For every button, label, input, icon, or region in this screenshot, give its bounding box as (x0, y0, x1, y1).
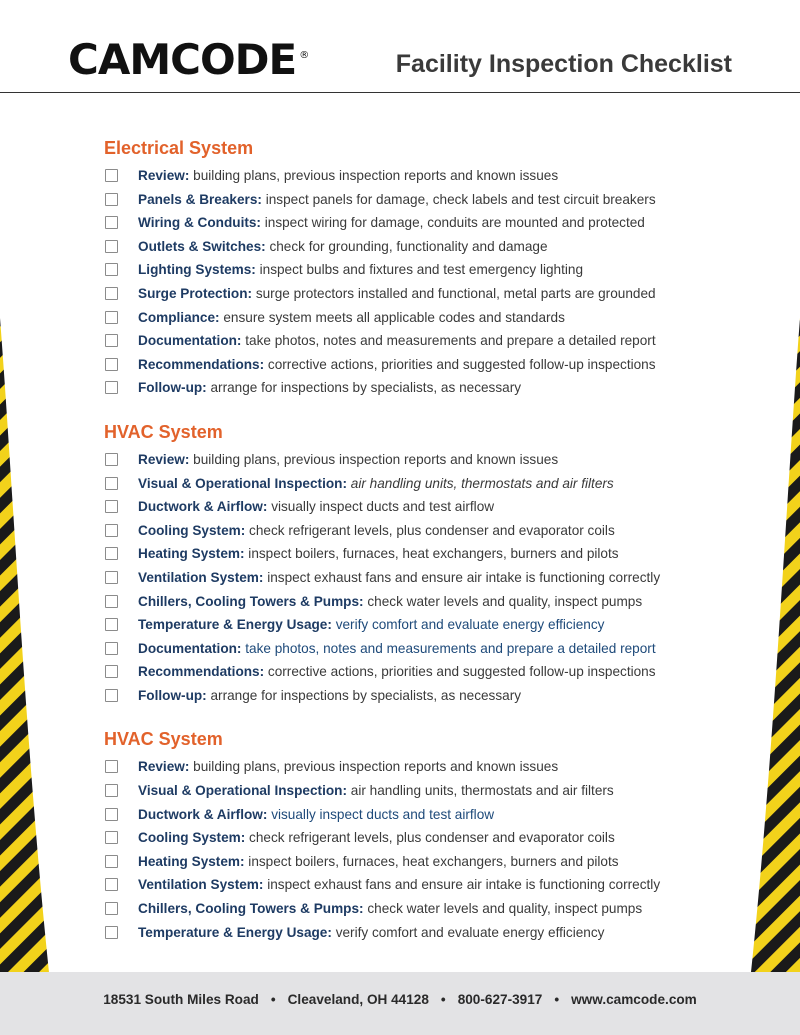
checklist-content (104, 136, 704, 944)
item-description: visually inspect ducts and test airflow (271, 806, 495, 822)
item-description: check refrigerant levels, plus condenser and evaporator coils (249, 522, 615, 538)
item-label: Recommendations: (138, 356, 265, 372)
item-description: corrective actions, priorities and suggested follow-up inspections (267, 356, 656, 372)
checklist-item (104, 660, 704, 684)
checklist-item (104, 306, 704, 330)
item-label: Visual & Operational Inspection: (138, 475, 347, 491)
checklist-item (104, 329, 704, 353)
separator: • (554, 992, 560, 1007)
item-label: Temperature & Energy Usage: (138, 617, 332, 633)
registered-mark: ® (299, 50, 309, 61)
checkbox[interactable] (105, 311, 118, 324)
checklist-item (104, 235, 704, 259)
item-label: Ventilation System: (138, 569, 264, 585)
item-label: Recommendations: (138, 664, 265, 680)
contact-line (0, 992, 800, 1007)
item-label: Heating System: (138, 853, 245, 869)
item-label: Surge Protection: (138, 285, 253, 301)
item-description: inspect bulbs and fixtures and test emergency lighting (259, 262, 584, 278)
checkbox[interactable] (105, 760, 118, 773)
item-label: Ductwork & Airflow: (138, 499, 268, 515)
item-description: check for grounding, functionality and damage (269, 238, 548, 254)
item-label: Documentation: (138, 333, 242, 349)
checklist (104, 755, 704, 944)
checklist-item (104, 637, 704, 661)
page-footer (0, 972, 800, 1035)
footer-address: 18531 South Miles Road (103, 992, 259, 1007)
separator: • (270, 992, 276, 1007)
checkbox[interactable] (105, 571, 118, 584)
checklist-item (104, 779, 704, 803)
checklist-item (104, 258, 704, 282)
item-label: Visual & Operational Inspection: (138, 783, 347, 799)
section-electrical-system (104, 136, 704, 400)
item-description: corrective actions, priorities and suggested follow-up inspections (267, 664, 656, 680)
footer-phone: 800-627-3917 (457, 992, 543, 1007)
checkbox[interactable] (105, 689, 118, 702)
item-label: Outlets & Switches: (138, 238, 266, 254)
item-description: verify comfort and evaluate energy efficiency (335, 924, 605, 940)
item-label: Lighting Systems: (138, 262, 256, 278)
item-description: inspect exhaust fans and ensure air intake is functioning correctly (267, 569, 661, 585)
item-label: Chillers, Cooling Towers & Pumps: (138, 901, 364, 917)
item-label: Review: (138, 168, 190, 183)
footer-website[interactable]: www.camcode.com (571, 992, 697, 1007)
checklist-item (104, 376, 704, 400)
checklist-item (104, 211, 704, 235)
checkbox[interactable] (105, 216, 118, 229)
checklist-item (104, 448, 704, 472)
checkbox[interactable] (105, 524, 118, 537)
checkbox[interactable] (105, 500, 118, 513)
section-title: HVAC System (104, 421, 223, 442)
checklist-item (104, 542, 704, 566)
checklist-item (104, 873, 704, 897)
item-description: check water levels and quality, inspect pumps (367, 901, 643, 917)
checklist-item (104, 921, 704, 945)
checklist-item (104, 684, 704, 708)
checkbox[interactable] (105, 808, 118, 821)
checklist-item (104, 164, 704, 188)
item-description: inspect boilers, furnaces, heat exchangers, burners and pilots (248, 853, 619, 869)
checkbox[interactable] (105, 358, 118, 371)
item-label: Review: (138, 451, 190, 467)
item-description: arrange for inspections by specialists, as necessary (210, 687, 522, 703)
item-label: Heating System: (138, 546, 245, 562)
item-label: Cooling System: (138, 522, 246, 538)
checkbox[interactable] (105, 595, 118, 608)
checklist-item (104, 472, 704, 496)
item-label: Temperature & Energy Usage: (138, 924, 332, 940)
footer-city: Cleaveland, OH 44128 (287, 992, 429, 1007)
item-label: Ductwork & Airflow: (138, 806, 268, 822)
checkbox[interactable] (105, 665, 118, 678)
checklist-item (104, 897, 704, 921)
checkbox[interactable] (105, 547, 118, 560)
left-hazard-stripe (0, 318, 56, 1035)
checkbox[interactable] (105, 287, 118, 300)
checkbox[interactable] (105, 240, 118, 253)
checklist-item (104, 353, 704, 377)
item-description: air handling units, thermostats and air filters (350, 475, 614, 491)
section-title: HVAC System (104, 729, 223, 750)
checklist-item (104, 755, 704, 779)
item-description: surge protectors installed and functional, metal parts are grounded (255, 285, 656, 301)
checklist-item (104, 850, 704, 874)
item-description: take photos, notes and measurements and prepare a detailed report (245, 640, 656, 656)
item-label: Wiring & Conduits: (138, 215, 261, 231)
item-label: Documentation: (138, 640, 242, 656)
item-label: Review: (138, 759, 190, 775)
item-description: verify comfort and evaluate energy efficiency (335, 617, 605, 633)
right-hazard-stripe (744, 318, 800, 1035)
checklist-item (104, 282, 704, 306)
section-hvac-system-2 (104, 727, 704, 944)
separator: • (440, 992, 446, 1007)
item-label: Cooling System: (138, 830, 246, 846)
item-label: Follow-up: (138, 380, 207, 396)
checkbox[interactable] (105, 381, 118, 394)
checklist-item (104, 803, 704, 827)
checkbox[interactable] (105, 926, 118, 939)
section-title: Electrical System (104, 138, 254, 158)
item-label: Follow-up: (138, 687, 207, 703)
checkbox[interactable] (105, 878, 118, 891)
item-description: ensure system meets all applicable codes and standards (223, 309, 565, 325)
item-description: building plans, previous inspection reports and known issues (193, 451, 559, 467)
checklist (104, 448, 704, 708)
item-description: air handling units, thermostats and air filters (350, 783, 614, 799)
item-description: building plans, previous inspection reports and known issues (193, 759, 559, 775)
checklist-item (104, 495, 704, 519)
checklist-item (104, 826, 704, 850)
item-description: inspect exhaust fans and ensure air intake is functioning correctly (267, 877, 661, 893)
checklist-item (104, 519, 704, 543)
item-description: inspect wiring for damage, conduits are mounted and protected (264, 215, 645, 231)
checklist-item (104, 590, 704, 614)
checklist (104, 164, 704, 400)
page-title: Facility Inspection Checklist (395, 50, 732, 78)
camcode-logo (68, 35, 309, 84)
item-description: inspect panels for damage, check labels and test circuit breakers (265, 191, 656, 207)
checkbox[interactable] (105, 642, 118, 655)
checkbox[interactable] (105, 477, 118, 490)
item-label: Ventilation System: (138, 877, 264, 893)
logo-text: CAMCODE (68, 35, 297, 84)
item-label: Panels & Breakers: (138, 191, 262, 207)
section-hvac-system (104, 420, 704, 708)
checkbox[interactable] (105, 263, 118, 276)
item-description: take photos, notes and measurements and prepare a detailed report (245, 333, 656, 349)
item-description: visually inspect ducts and test airflow (271, 499, 495, 515)
checklist-item (104, 188, 704, 212)
item-description: arrange for inspections by specialists, as necessary (210, 380, 522, 396)
item-description: check water levels and quality, inspect pumps (367, 593, 643, 609)
checkbox[interactable] (105, 902, 118, 915)
checkbox[interactable] (105, 193, 118, 206)
checklist-item (104, 613, 704, 637)
item-description: check refrigerant levels, plus condenser and evaporator coils (249, 830, 615, 846)
checklist-item (104, 566, 704, 590)
checkbox[interactable] (105, 453, 118, 466)
item-label: Compliance: (138, 309, 220, 325)
checkbox[interactable] (105, 855, 118, 868)
checkbox[interactable] (105, 784, 118, 797)
item-description: inspect boilers, furnaces, heat exchangers, burners and pilots (248, 546, 619, 562)
item-description: building plans, previous inspection reports and known issues (193, 168, 559, 183)
checkbox[interactable] (105, 618, 118, 631)
checkbox[interactable] (105, 169, 118, 182)
checkbox[interactable] (105, 334, 118, 347)
checkbox[interactable] (105, 831, 118, 844)
page-header (0, 0, 800, 93)
item-label: Chillers, Cooling Towers & Pumps: (138, 593, 364, 609)
